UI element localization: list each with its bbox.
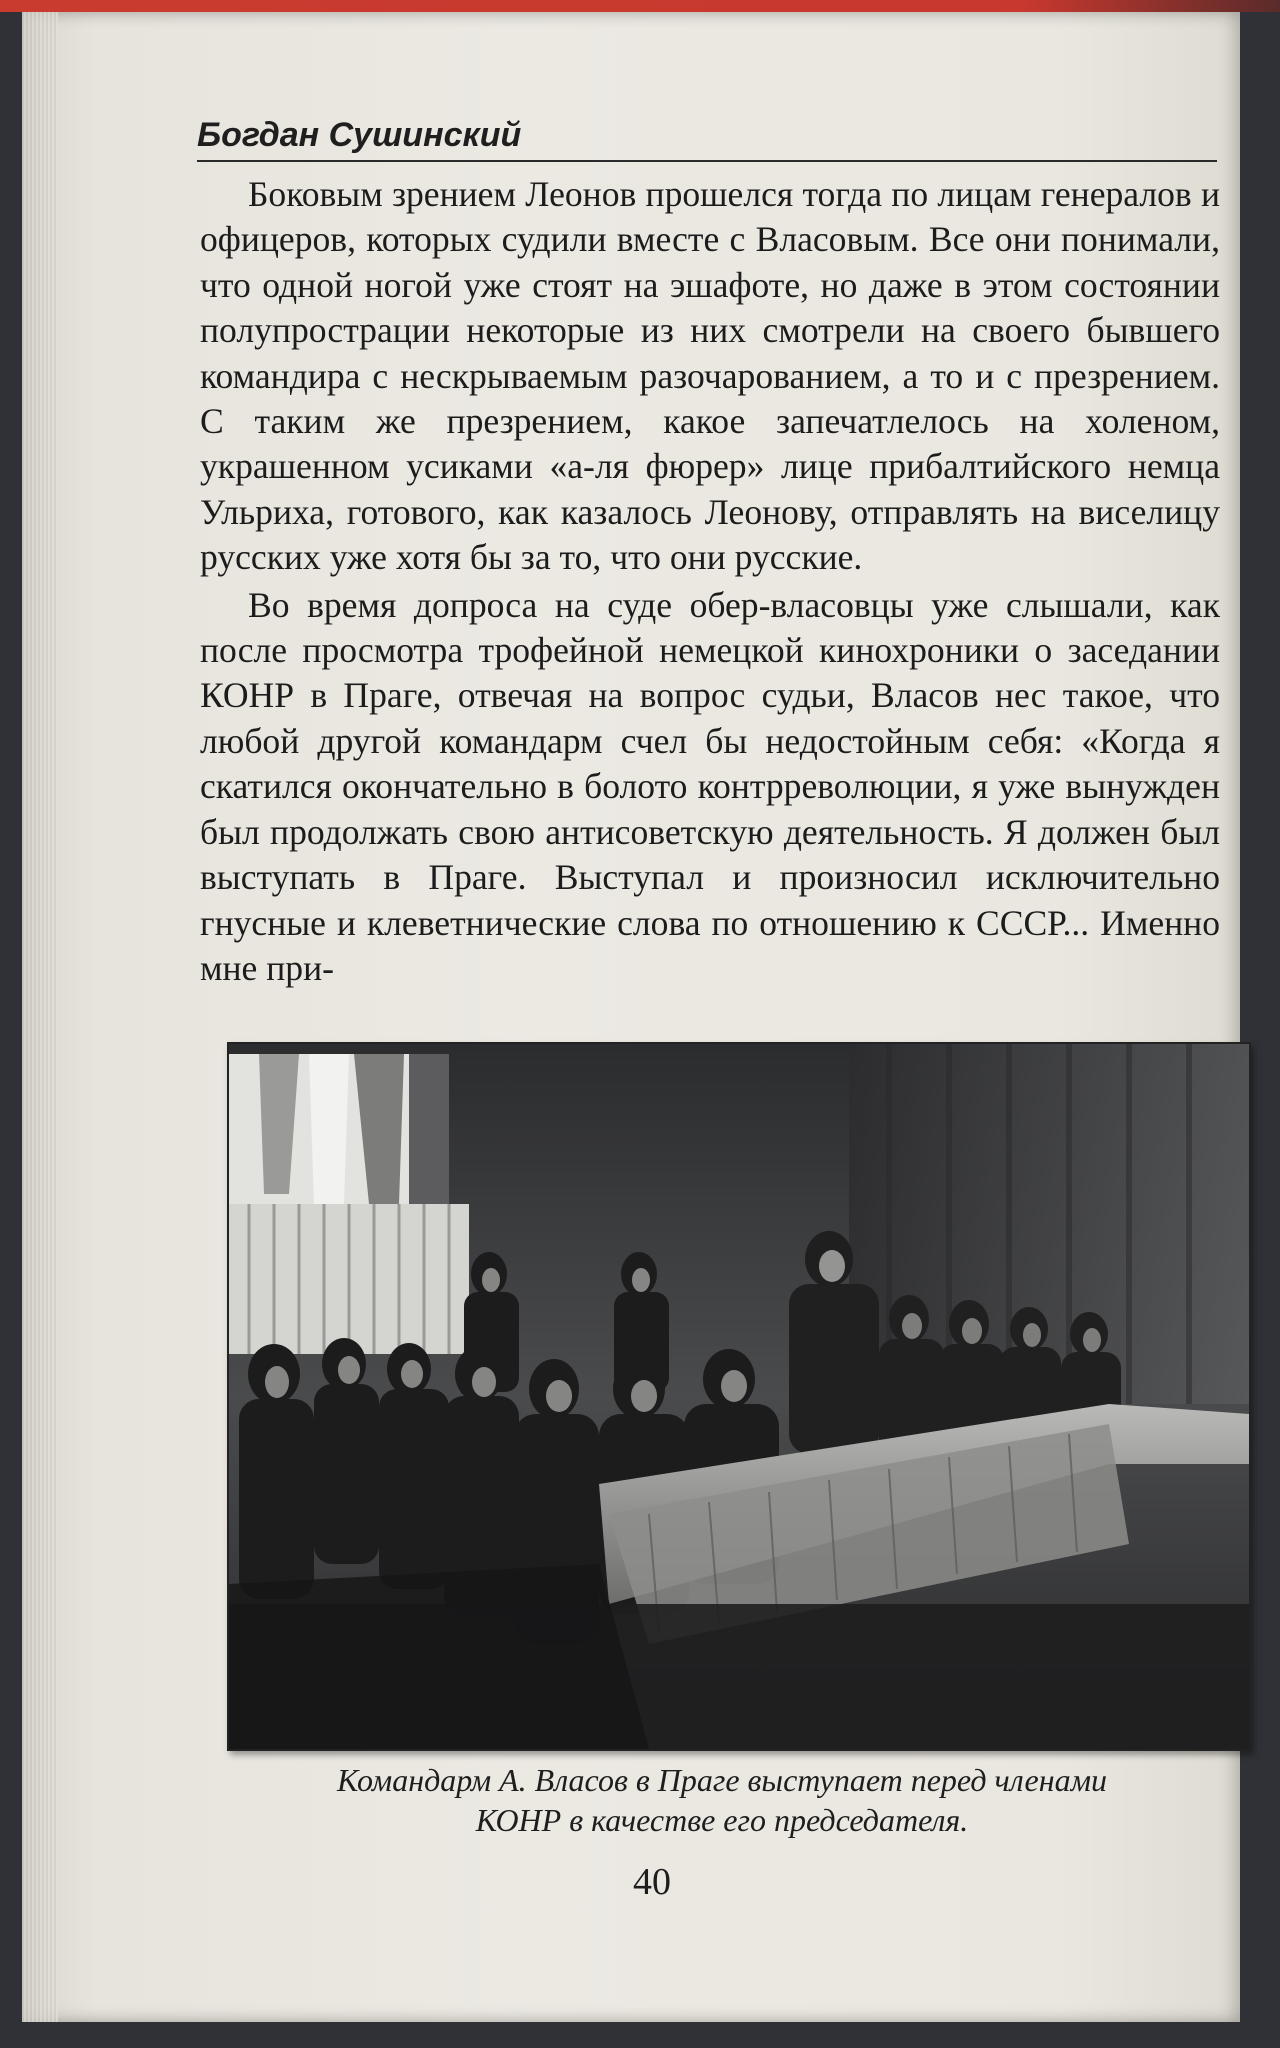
book-page [22, 12, 1240, 2022]
page-number: 40 [633, 1861, 671, 1903]
page-header [197, 108, 1217, 162]
caption-line-1: Командарм А. Власов в Праге выступает перед членами [336, 1762, 1108, 1798]
running-head-author: Богдан Сушинский [197, 116, 522, 154]
photo-illustration [229, 1044, 1249, 1749]
paragraph-1: Боковым зрением Леонов прошелся тогда по лицам генералов и офицеров, которых судили вместе с Власовым. Все они понимали, что одной ногой уже стоят на эшафоте, но даже в этом состоянии полупрострации некоторые из них смотрели на своего бывшего командира с нескрываемым разочарованием, а то и с презрением. С таким же презрением, какое запечатлелось на холеном, украшенном усиками «а-ля фюрер» лице прибалтийского немца Ульриха, готового, как казалось Леонову, отправлять на виселицу русских уже хотя бы за то, что они русские. [200, 174, 1220, 578]
cover-edge-strip [0, 0, 1280, 12]
caption-line-2: КОНР в качестве его председателя. [475, 1802, 969, 1838]
page-edges [22, 12, 58, 2022]
photo-konr-session [227, 1042, 1251, 1751]
paragraph-2: Во время допроса на суде обер-власовцы уже слышали, как после просмотра трофейной немецкой кинохроники о заседании КОНР в Праге, отвечая на вопрос судьи, Власов нес такое, что любой другой командарм счел бы недостойным себя: «Когда я скатился окончательно в болото контрреволюции, я уже вынужден был продолжать свою антисоветскую деятельность. Я должен был выступать в Праге. Выступал и произносил исключительно гнусные и клеветнические слова по отношению к СССР... Именно мне при- [200, 584, 1220, 988]
figure-caption [197, 1760, 1247, 1840]
body-text [200, 172, 1220, 991]
